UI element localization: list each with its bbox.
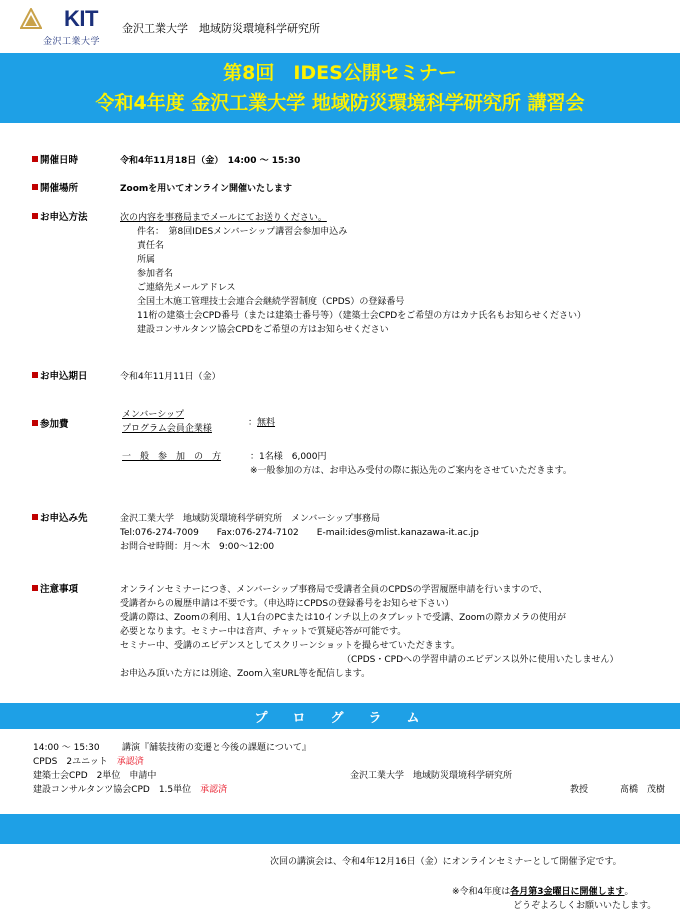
header-org: 金沢工業大学 地域防災環境科学研究所 xyxy=(122,22,320,35)
apply-item: 件名： 第8回IDESメンバーシップ講習会参加申込み xyxy=(137,227,348,237)
fee-general-note: ※一般参加の方は、お申込み受付の際に振込先のご案内をさせていただきます。 xyxy=(250,466,572,476)
deadline-value: 令和4年11月11日（金） xyxy=(120,372,221,382)
contact-line1: 金沢工業大学 地域防災環境科学研究所 メンバーシップ事務局 xyxy=(120,514,381,524)
speaker-title: 教授 xyxy=(570,785,589,795)
bullet-square xyxy=(32,420,38,426)
note-line: 受講者からの履歴申請は不要です。（申込時にCPDSの登録番号をお知らせ下さい） xyxy=(120,599,454,609)
bullet-square xyxy=(32,585,38,591)
bullet-square xyxy=(32,156,38,162)
apply-lead: 次の内容を事務局までメールにてお送りください。 xyxy=(120,213,327,223)
kit-emblem-icon xyxy=(20,8,42,30)
date-value: 令和4年11月18日（金） 14:00 〜 15:30 xyxy=(120,156,301,166)
apply-item: 責任名 xyxy=(137,241,165,251)
venue-value: Zoomを用いてオンライン開催いたします xyxy=(120,184,293,194)
bottom-band xyxy=(0,814,680,844)
note-line: 受講の際は、Zoomの利用、1人1台のPCまたは10インチ以上のタブレットで受講、Zoomの際カメラの使用が xyxy=(120,613,567,623)
bullet-square xyxy=(32,213,38,219)
program-heading: プ ロ グ ラ ム xyxy=(254,711,426,726)
note-line: オンラインセミナーにつき、メンバーシップ事務局で受講者全員のCPDSの学習履歴申請を行いますので、 xyxy=(120,585,548,595)
apply-item: 所属 xyxy=(137,255,156,265)
bullet-square xyxy=(32,372,38,378)
bullet-square xyxy=(32,184,38,190)
label-contact: お申込み先 xyxy=(32,512,88,526)
note-line: セミナー中、受講のエビデンスとしてスクリーンショットを撮らせていただきます。 xyxy=(120,641,460,651)
program-time: 14:00 〜 15:30 xyxy=(33,743,100,753)
program-lecture: 講演『舗装技術の変遷と今後の課題について』 xyxy=(122,743,311,753)
fee-member-value: ：無料 xyxy=(248,418,276,428)
apply-item: ご連絡先メールアドレス xyxy=(137,283,236,293)
program-arch: 建築士会CPD 2単位 申請中 xyxy=(33,771,157,781)
bullet-square xyxy=(32,514,38,520)
label-deadline: お申込期日 xyxy=(32,370,88,384)
fee-member-line1: メンバーシップ xyxy=(122,410,185,420)
footer-closing: どうぞよろしくお願いいたします。 xyxy=(513,901,657,911)
program-consult: 建設コンサルタンツ協会CPD 1.5単位 承認済 xyxy=(33,785,228,795)
apply-item: 全国土木施工管理技士会連合会継続学習制度（CPDS）の登録番号 xyxy=(137,297,405,307)
kit-logo-sub: 金沢工業大学 xyxy=(43,37,101,47)
label-apply: お申込方法 xyxy=(32,211,88,225)
label-date: 開催日時 xyxy=(32,154,78,168)
kit-logo-text: KIT xyxy=(64,6,98,31)
contact-line2: Tel:076-274-7009 Fax:076-274-7102 E-mail:ides@mlist.kanazawa-it.ac.jp xyxy=(120,528,479,538)
fee-member-line2: プログラム会員企業様 xyxy=(122,424,212,434)
fee-general-label: 一 般 参 加 の 方 xyxy=(122,452,222,462)
program-cpds: CPDS 2ユニット 承認済 xyxy=(33,757,144,767)
label-fee: 参加費 xyxy=(32,418,69,432)
apply-item: 建設コンサルタンツ協会CPDをご希望の方はお知らせください xyxy=(137,325,389,335)
apply-item: 参加者名 xyxy=(137,269,174,279)
title-line2: 令和4年度 金沢工業大学 地域防災環境科学研究所 講習会 xyxy=(95,92,585,114)
label-venue: 開催場所 xyxy=(32,182,78,196)
label-notes: 注意事項 xyxy=(32,583,78,597)
note-line: 必要となります。セミナー中は音声、チャットで質疑応答が可能です。 xyxy=(120,627,407,637)
footer-next: 次回の講演会は、令和4年12月16日（金）にオンラインセミナーとして開催予定です。 xyxy=(270,857,622,867)
title-line1: 第8回 IDES公開セミナー xyxy=(223,62,457,84)
note-line: お申込み頂いた方には別途、Zoom入室URL等を配信します。 xyxy=(120,669,371,679)
speaker-org: 金沢工業大学 地域防災環境科学研究所 xyxy=(350,771,513,781)
speaker-name: 髙橋 茂樹 xyxy=(620,785,666,795)
kit-logo xyxy=(20,6,110,48)
contact-line3: お問合せ時間：月〜木 9:00〜12:00 xyxy=(120,542,275,552)
note-line: （CPDS・CPDへの学習申請のエビデンス以外に使用いたしません） xyxy=(342,655,619,665)
apply-item: 11桁の建築士会CPD番号（または建築士番号等）（建築士会CPDをご希望の方はカナ氏名もお知らせください） xyxy=(137,311,586,321)
footer-note: ※令和4年度は各月第3金曜日に開催します。 xyxy=(452,887,634,897)
fee-general-value: ：1名様 6,000円 xyxy=(250,452,327,462)
